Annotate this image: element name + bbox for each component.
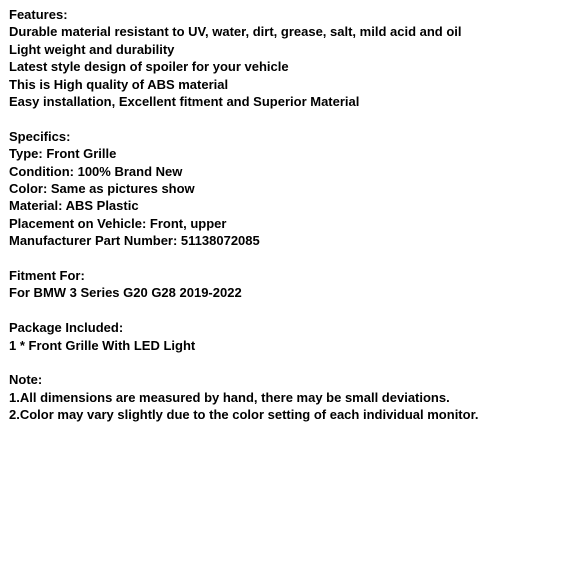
fitment-line: For BMW 3 Series G20 G28 2019-2022	[9, 285, 242, 301]
package-section	[9, 319, 574, 354]
package-heading: Package Included:	[9, 320, 124, 336]
specifics-line: Placement on Vehicle: Front, upper	[9, 215, 227, 231]
note-heading: Note:	[9, 372, 43, 388]
specifics-line: Color: Same as pictures show	[9, 181, 195, 197]
features-line: Latest style design of spoiler for your vehicle	[9, 59, 289, 75]
specifics-line: Material: ABS Plastic	[9, 198, 139, 214]
features-line: Light weight and durability	[9, 41, 175, 57]
features-section	[9, 6, 574, 110]
product-description	[9, 6, 574, 424]
specifics-heading: Specifics:	[9, 128, 71, 144]
specifics-line: Condition: 100% Brand New	[9, 163, 183, 179]
features-line: Easy installation, Excellent fitment and Superior Material	[9, 94, 360, 110]
fitment-heading: Fitment For:	[9, 268, 85, 284]
features-heading: Features:	[9, 7, 68, 22]
features-line: Durable material resistant to UV, water, dirt, grease, salt, mild acid and oil	[9, 24, 462, 40]
specifics-line: Manufacturer Part Number: 51138072085	[9, 233, 260, 249]
fitment-section	[9, 267, 574, 302]
note-section	[9, 371, 574, 423]
features-line: This is High quality of ABS material	[9, 76, 229, 92]
note-line: 2.Color may vary slightly due to the color setting of each individual monitor.	[9, 407, 479, 423]
specifics-line: Type: Front Grille	[9, 146, 117, 162]
package-line: 1 * Front Grille With LED Light	[9, 337, 196, 353]
specifics-section	[9, 128, 574, 250]
note-line: 1.All dimensions are measured by hand, there may be small deviations.	[9, 389, 450, 405]
